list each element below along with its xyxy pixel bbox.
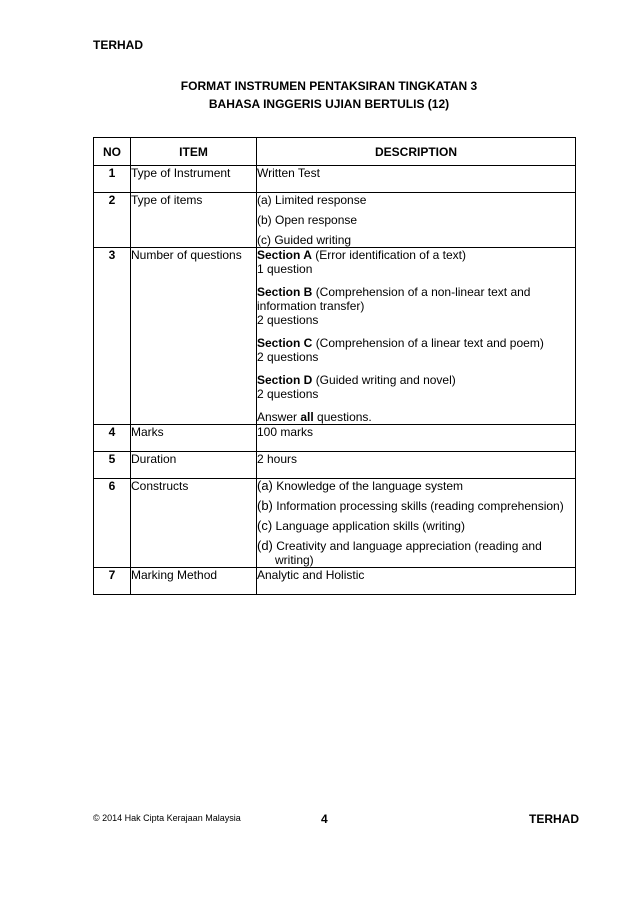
- list-label: (a): [257, 478, 273, 493]
- document-subtitle: BAHASA INGGERIS UJIAN BERTULIS (12): [208, 97, 450, 111]
- section-name: Section B: [257, 285, 313, 299]
- row-item: Type of Instrument: [131, 166, 257, 193]
- row-number: 6: [94, 479, 131, 568]
- row-description: 100 marks: [257, 425, 576, 452]
- table-row: [94, 248, 576, 425]
- row-description: [257, 193, 576, 248]
- list-text: Open response: [275, 213, 358, 227]
- list-label: (b): [257, 498, 273, 513]
- answer-instruction: [257, 410, 575, 424]
- table-row: [94, 193, 576, 248]
- table-row: [94, 452, 576, 479]
- section-entry: [257, 248, 575, 276]
- column-header-item: ITEM: [131, 138, 257, 166]
- column-header-description: DESCRIPTION: [257, 138, 576, 166]
- list-label: (b): [257, 213, 272, 227]
- page-number: 4: [321, 812, 328, 826]
- list-text: Information processing skills (reading comprehension): [276, 499, 564, 513]
- row-number: 3: [94, 248, 131, 425]
- row-item: Type of items: [131, 193, 257, 248]
- copyright-notice: © 2014 Hak Cipta Kerajaan Malaysia: [93, 813, 241, 823]
- table-header-row: [94, 138, 576, 166]
- row-item: Duration: [131, 452, 257, 479]
- section-count: 2 questions: [257, 313, 319, 327]
- row-description: [257, 479, 576, 568]
- section-entry: [257, 285, 575, 327]
- section-entry: [257, 373, 575, 401]
- section-detail: (Comprehension of a linear text and poem): [315, 336, 544, 350]
- row-item: Marking Method: [131, 568, 257, 595]
- row-description: [257, 248, 576, 425]
- row-number: 2: [94, 193, 131, 248]
- table-row: [94, 568, 576, 595]
- row-item: Number of questions: [131, 248, 257, 425]
- row-number: 1: [94, 166, 131, 193]
- row-description: Analytic and Holistic: [257, 568, 576, 595]
- row-number: 5: [94, 452, 131, 479]
- list-label: (a): [257, 193, 272, 207]
- table-row: [94, 425, 576, 452]
- list-item: [257, 233, 575, 247]
- answer-emphasis: all: [300, 410, 314, 424]
- section-name: Section D: [257, 373, 313, 387]
- section-count: 2 questions: [257, 387, 319, 401]
- list-text: Creativity and language appreciation (reading and writing): [275, 539, 542, 567]
- classification-footer: TERHAD: [529, 812, 579, 826]
- section-detail: (Guided writing and novel): [315, 373, 456, 387]
- row-item: Marks: [131, 425, 257, 452]
- list-item: [257, 519, 575, 533]
- list-item: [257, 213, 575, 227]
- list-item: [257, 193, 575, 207]
- list-label: (d): [257, 538, 273, 553]
- section-entry: [257, 336, 575, 364]
- list-text: Limited response: [275, 193, 367, 207]
- list-label: (c): [257, 233, 271, 247]
- section-name: Section A: [257, 248, 312, 262]
- section-count: 2 questions: [257, 350, 319, 364]
- list-item: [257, 499, 575, 513]
- list-text: Knowledge of the language system: [276, 479, 464, 493]
- document-title: FORMAT INSTRUMEN PENTAKSIRAN TINGKATAN 3: [180, 79, 478, 93]
- row-item: Constructs: [131, 479, 257, 568]
- section-detail: (Error identification of a text): [315, 248, 466, 262]
- list-text: Guided writing: [274, 233, 352, 247]
- classification-header: TERHAD: [93, 38, 143, 52]
- row-description: 2 hours: [257, 452, 576, 479]
- section-name: Section C: [257, 336, 313, 350]
- list-item: [257, 539, 575, 567]
- row-number: 4: [94, 425, 131, 452]
- answer-prefix: Answer: [257, 410, 298, 424]
- answer-suffix: questions.: [317, 410, 372, 424]
- table-row: [94, 479, 576, 568]
- table-row: [94, 166, 576, 193]
- section-detail: (Comprehension of a non-linear text and information transfer): [257, 285, 531, 313]
- row-number: 7: [94, 568, 131, 595]
- list-item: [257, 479, 575, 493]
- section-count: 1 question: [257, 262, 313, 276]
- column-header-no: NO: [94, 138, 131, 166]
- row-description: Written Test: [257, 166, 576, 193]
- list-text: Language application skills (writing): [275, 519, 465, 533]
- list-label: (c): [257, 518, 273, 533]
- format-table: [93, 137, 576, 595]
